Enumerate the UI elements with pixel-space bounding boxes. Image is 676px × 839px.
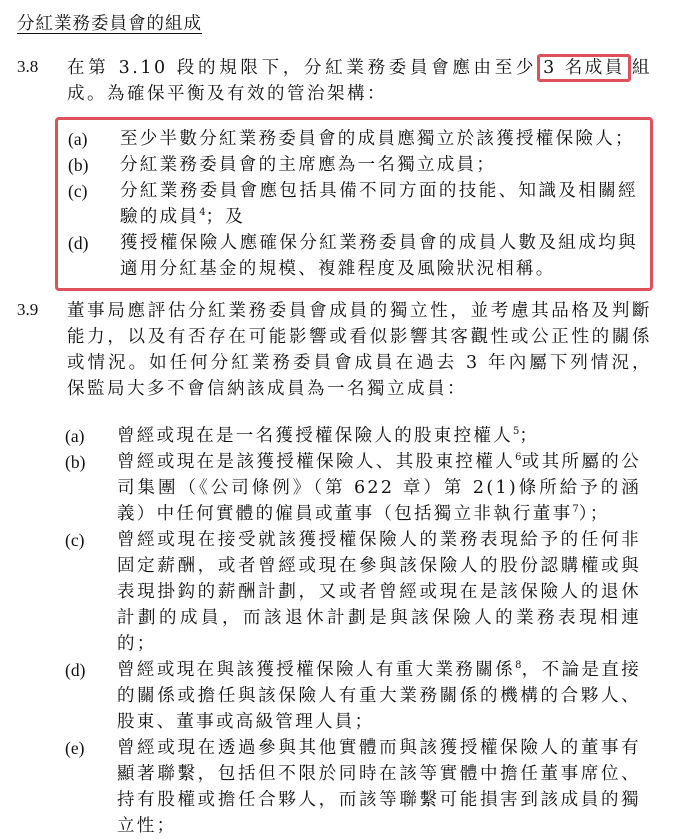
footnote-marker: 4	[199, 207, 206, 219]
paragraph-number-3-8: 3.8	[17, 57, 39, 76]
paragraph-number-3-9: 3.9	[17, 300, 39, 319]
list-item-label: (e)	[65, 738, 85, 758]
list-item-label: (c)	[68, 181, 88, 201]
paragraph-3-8-text-after: 組成。為確保平衡及有效的管治架構：	[67, 58, 653, 104]
paragraph-3-8	[67, 55, 652, 107]
list-item-text-cont: ，不論是直接的關係或擔任與該保險人有重大業務關係的機構的合夥人、股東、董事或高級管理人員；	[117, 660, 641, 732]
list-item	[58, 178, 650, 230]
footnote-marker: 7	[572, 504, 579, 516]
highlighted-member-count: 3 名成員	[537, 54, 631, 82]
list-item-text: 分紅業務委員會的主席應為一名獨立成員；	[120, 155, 497, 175]
list-item-label: (a)	[65, 426, 85, 446]
list-item-label: (c)	[65, 530, 85, 550]
list-item-text: 獲授權保險人應確保分紅業務委員會的成員人數及組成均與適用分紅基金的規模、複雜程度及風險狀況相稱。	[120, 233, 638, 279]
list-item	[58, 152, 650, 178]
paragraph-3-8-text-before: 在第 3.10 段的規限下，分紅業務委員會應由至少	[67, 58, 538, 78]
composition-requirements-list	[55, 117, 653, 291]
footnote-marker: 8	[515, 660, 522, 672]
list-item-label: (b)	[65, 452, 86, 472]
list-item-text-cont: ；及	[205, 207, 246, 227]
list-item-text: 曾經或現在與該獲授權保險人有重大業務關係	[117, 660, 516, 680]
list-item	[55, 527, 653, 657]
list-item	[55, 735, 653, 839]
list-item	[55, 449, 653, 527]
list-item-text: 分紅業務委員會應包括具備不同方面的技能、知識及相關經驗的成員	[120, 181, 638, 227]
list-item-text-cont: ；	[519, 426, 540, 446]
footnote-marker: 6	[515, 452, 522, 464]
list-item-text-end: ）；	[578, 504, 610, 524]
list-item	[55, 423, 653, 449]
list-item-text: 曾經或現在接受就該獲授權保險人的業務表現給予的任何非固定薪酬，或者曾經或現在參與該保險人的股份認購權或與表現掛鈎的薪酬計劃，又或者曾經或現在是該保險人的退休計劃的成員，而該退休計劃是與該保險人的業務表現相連的；	[117, 530, 641, 654]
list-item	[58, 230, 650, 282]
footnote-marker: 5	[513, 426, 520, 438]
list-item-text-cont: 或其所屬的公司集團（《公司條例》（第 622 章）第 2(1)條所給予的涵義）中任何實體的僱員或董事（包括獨立非執行董事	[117, 452, 641, 524]
list-item	[55, 657, 653, 735]
list-item-label: (d)	[65, 660, 86, 680]
section-title: 分紅業務委員會的組成	[17, 14, 202, 34]
list-item-text: 曾經或現在是該獲授權保險人、其股東控權人	[117, 452, 516, 472]
list-item	[58, 126, 650, 152]
paragraph-3-9: 董事局應評估分紅業務委員會成員的獨立性，並考慮其品格及判斷能力，以及有否存在可能影響或看似影響其客觀性或公正性的關係或情況。如任何分紅業務委員會成員在過去 3 年內屬下列情況，保監局大多不會信納該成員為一名獨立成員：	[67, 301, 652, 399]
independence-criteria-list	[55, 423, 653, 839]
list-item-text: 至少半數分紅業務委員會的成員應獨立於該獲授權保險人；	[120, 129, 635, 149]
list-item-text: 曾經或現在透過參與其他實體而與該獲授權保險人的董事有顯著聯繫，包括但不限於同時在該等實體中擔任董事席位、持有股權或擔任合夥人，而該等聯繫可能損害到該成員的獨立性；	[117, 738, 641, 836]
list-item-label: (b)	[68, 155, 89, 175]
highlight-box	[55, 117, 653, 291]
list-item-label: (d)	[68, 233, 89, 253]
list-item-text: 曾經或現在是一名獲授權保險人的股東控權人	[117, 426, 513, 446]
list-item-label: (a)	[68, 129, 88, 149]
